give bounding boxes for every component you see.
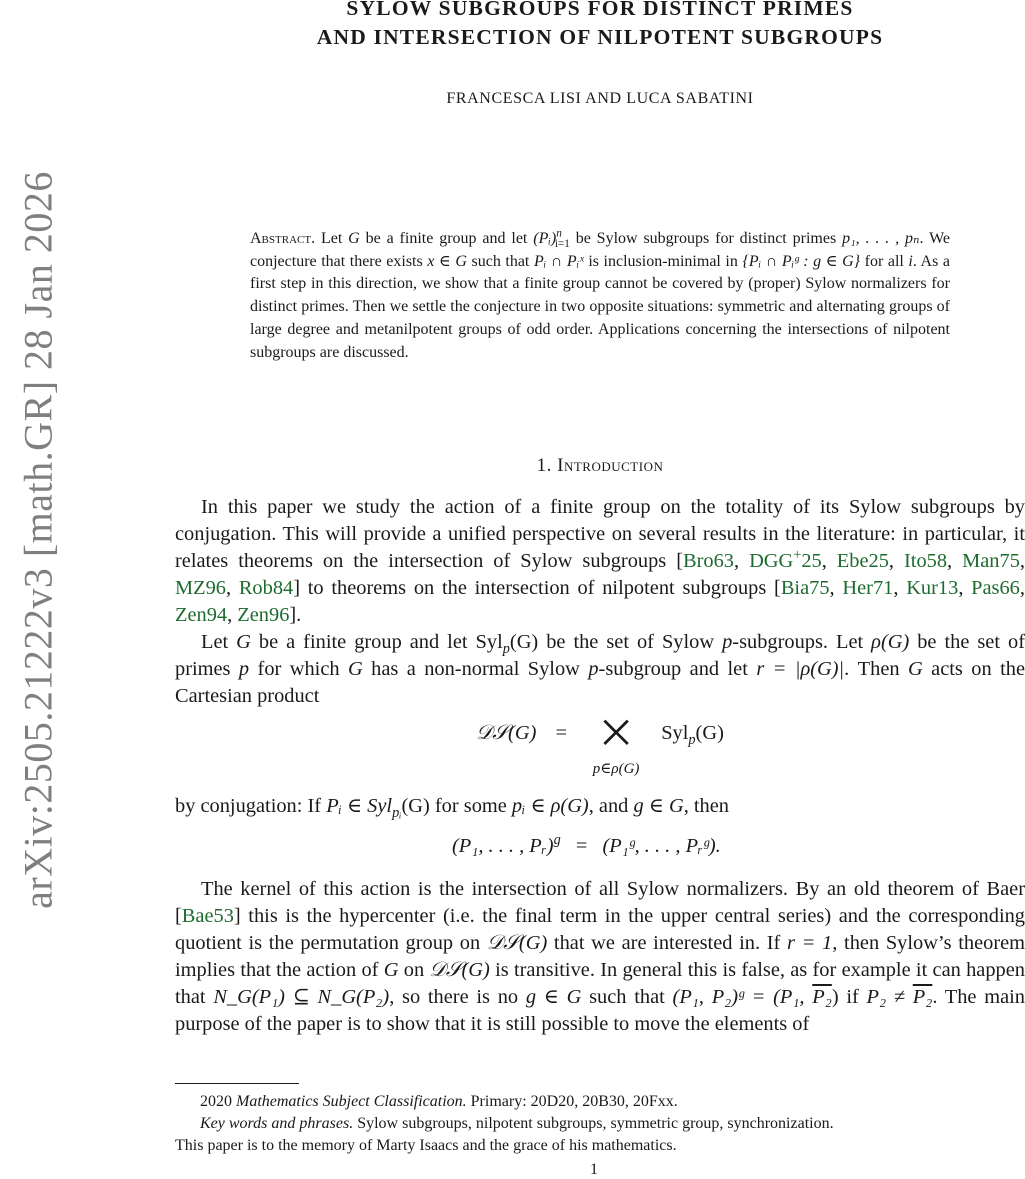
citation-link[interactable]: DGG+25 [749,547,822,573]
citation-link[interactable]: Man75 [962,550,1020,573]
abstract: Abstract. Let G be a finite group and let (Pᵢ)$^n_{i=1}$ be Sylow subgroups for distinct primes p₁, . . . , pₙ. We conjecture that there exists x ∈ G such that Pᵢ ∩ Pᵢˣ is inclusion-minimal in {Pᵢ ∩ Pᵢᵍ : g ∈ G} for all i. As a first step in this direction, we show that a finite group cannot be covered by (proper) Sylow normalizers for distinct primes. Then we settle the conjecture in two opposite situations: symmetric and alternating groups of large degree and metanilpotent groups of odd order. Applications concerning the intersections of nilpotent subgroups are discussed. [250,227,951,361]
intro-paragraph-3: by conjugation: If Pᵢ ∈ Syl$_{pᵢ}$(G) for some pᵢ ∈ ρ(G), and g ∈ G, then [175,795,729,822]
paper-authors: FRANCESCA LISI AND LUCA SABATINI [446,90,754,107]
citation-link[interactable]: Pas66 [971,577,1020,600]
citation-link[interactable]: Kur13 [906,577,959,600]
page-number: 1 [590,1161,598,1178]
arxiv-identifier-stamp: arXiv:2505.21222v3 [math.GR] 28 Jan 2026 [15,171,61,909]
citation-link[interactable]: Rob84 [238,577,294,600]
citation-link-baer[interactable]: Bae53 [181,905,234,928]
citation-link[interactable]: Zen96 [237,604,290,627]
citation-link[interactable]: Ebe25 [836,550,889,573]
intro-paragraph-4: The kernel of this action is the intersection of all Sylow normalizers. By an old theorem of Baer [Bae53] this is the hypercenter (i.e. the final term in the upper central series) and the corresponding quotient is the permutation group on 𝒟𝒮(G) that we are interested in. If r = 1, then Sylow’s theorem implies that the action of G on 𝒟𝒮(G) is transitive. In general this is false, as for example it can happen that N_G(P₁) ⊆ N_G(P₂), so there is no g ∈ G such that (P₁, P₂)ᵍ = (P₁, P₂) if P₂ ≠ P₂. The main purpose of the paper is to show that it is still possible to move the elements of [175,878,1025,1036]
citation-link[interactable]: Her71 [842,577,894,600]
cartesian-product-symbol: ⨉ [602,716,630,753]
title-line-1: SYLOW SUBGROUPS FOR DISTINCT PRIMES [346,0,854,20]
section-heading-introduction [250,455,950,477]
citation-link[interactable]: MZ96 [175,577,226,600]
paper-title [250,0,950,52]
footnote-divider [175,1083,299,1084]
section-number: 1. [536,455,552,476]
citation-link[interactable]: Bro63 [683,550,734,573]
footnote-dedication: This paper is to the memory of Marty Isaacs and the grace of his mathematics. [175,1137,677,1154]
footnote-msc: 2020 Mathematics Subject Classification. Primary: 20D20, 20B30, 20Fxx. [200,1093,678,1110]
footnotes [175,1091,1025,1157]
abstract-label: Abstract. [250,230,316,247]
citation-link[interactable]: Ito58 [903,550,948,573]
citation-link[interactable]: Bia75 [780,577,830,600]
equation-conjugation-action: (P₁, . . . , Pᵣ)$^g$ = (P₁ᵍ, . . . , Pᵣᵍ). [452,832,721,857]
footnote-keywords: Key words and phrases. Sylow subgroups, nilpotent subgroups, symmetric group, synchronization. [200,1115,834,1132]
citation-link[interactable]: Zen94 [175,604,228,627]
equation-cartesian-product: 𝒟𝒮(G) = ⨉ p∈ρ(G) Syl$_p$(G) [476,716,724,777]
section-title-text: Introduction [557,455,664,476]
title-line-2: AND INTERSECTION OF NILPOTENT SUBGROUPS [316,25,884,49]
intro-paragraph-1: In this paper we study the action of a finite group on the totality of its Sylow subgroups by conjugation. This will provide a unified perspective on several results in the literature: in particular, it relates theorems on the intersection of Sylow subgroups [Bro63, DGG+25, Ebe25, Ito58, Man75, MZ96, Rob84] to theorems on the intersection of nilpotent subgroups [Bia75, Her71, Kur13, Pas66, Zen94, Zen96]. [175,496,1025,627]
math-sylow-sequence: (Pᵢ)$^n_{i=1}$ [533,227,570,251]
intro-paragraph-2: Let G be a finite group and let Syl$_p$(G) be the set of Sylow p-subgroups. Let ρ(G) be the set of primes p for which G has a non-normal Sylow p-subgroup and let r = |ρ(G)|. Then G acts on the Cartesian product [175,631,1025,708]
